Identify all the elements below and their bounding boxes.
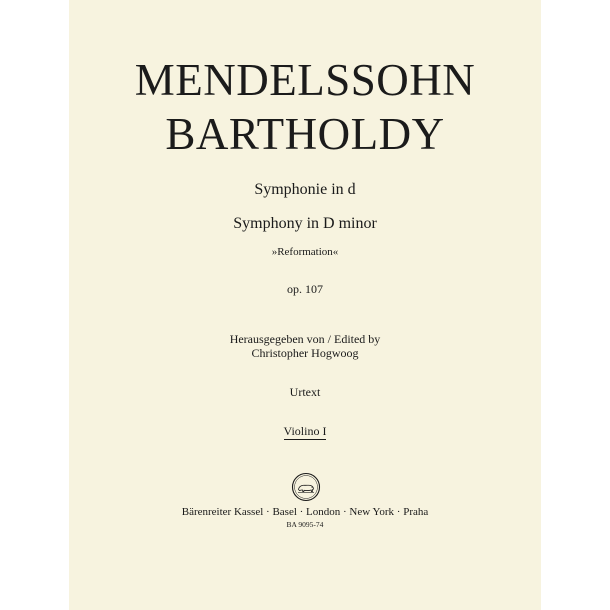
score-cover [69,0,541,610]
work-subtitle: »Reformation« [271,246,339,258]
work-title-english: Symphony in D minor [233,215,377,232]
editor-name: Christopher Hogwoog [251,346,359,360]
baerenreiter-bear-logo-icon [291,472,321,502]
opus-number: op. 107 [287,282,323,296]
instrument-part: Violino I [283,424,327,438]
part-label-wrapper [69,423,541,440]
editor-label: Herausgegeben von / Edited by [229,332,381,346]
catalog-number: BA 9095-74 [286,520,324,529]
composer-name-line-2: BARTHOLDY [165,109,445,159]
publisher-line: Bärenreiter Kassel · Basel · London · New York · Praha [181,506,429,518]
composer-name-line-1: MENDELSSOHN [134,55,476,105]
work-title-german: Symphonie in d [254,181,356,198]
edition-type: Urtext [289,385,321,399]
